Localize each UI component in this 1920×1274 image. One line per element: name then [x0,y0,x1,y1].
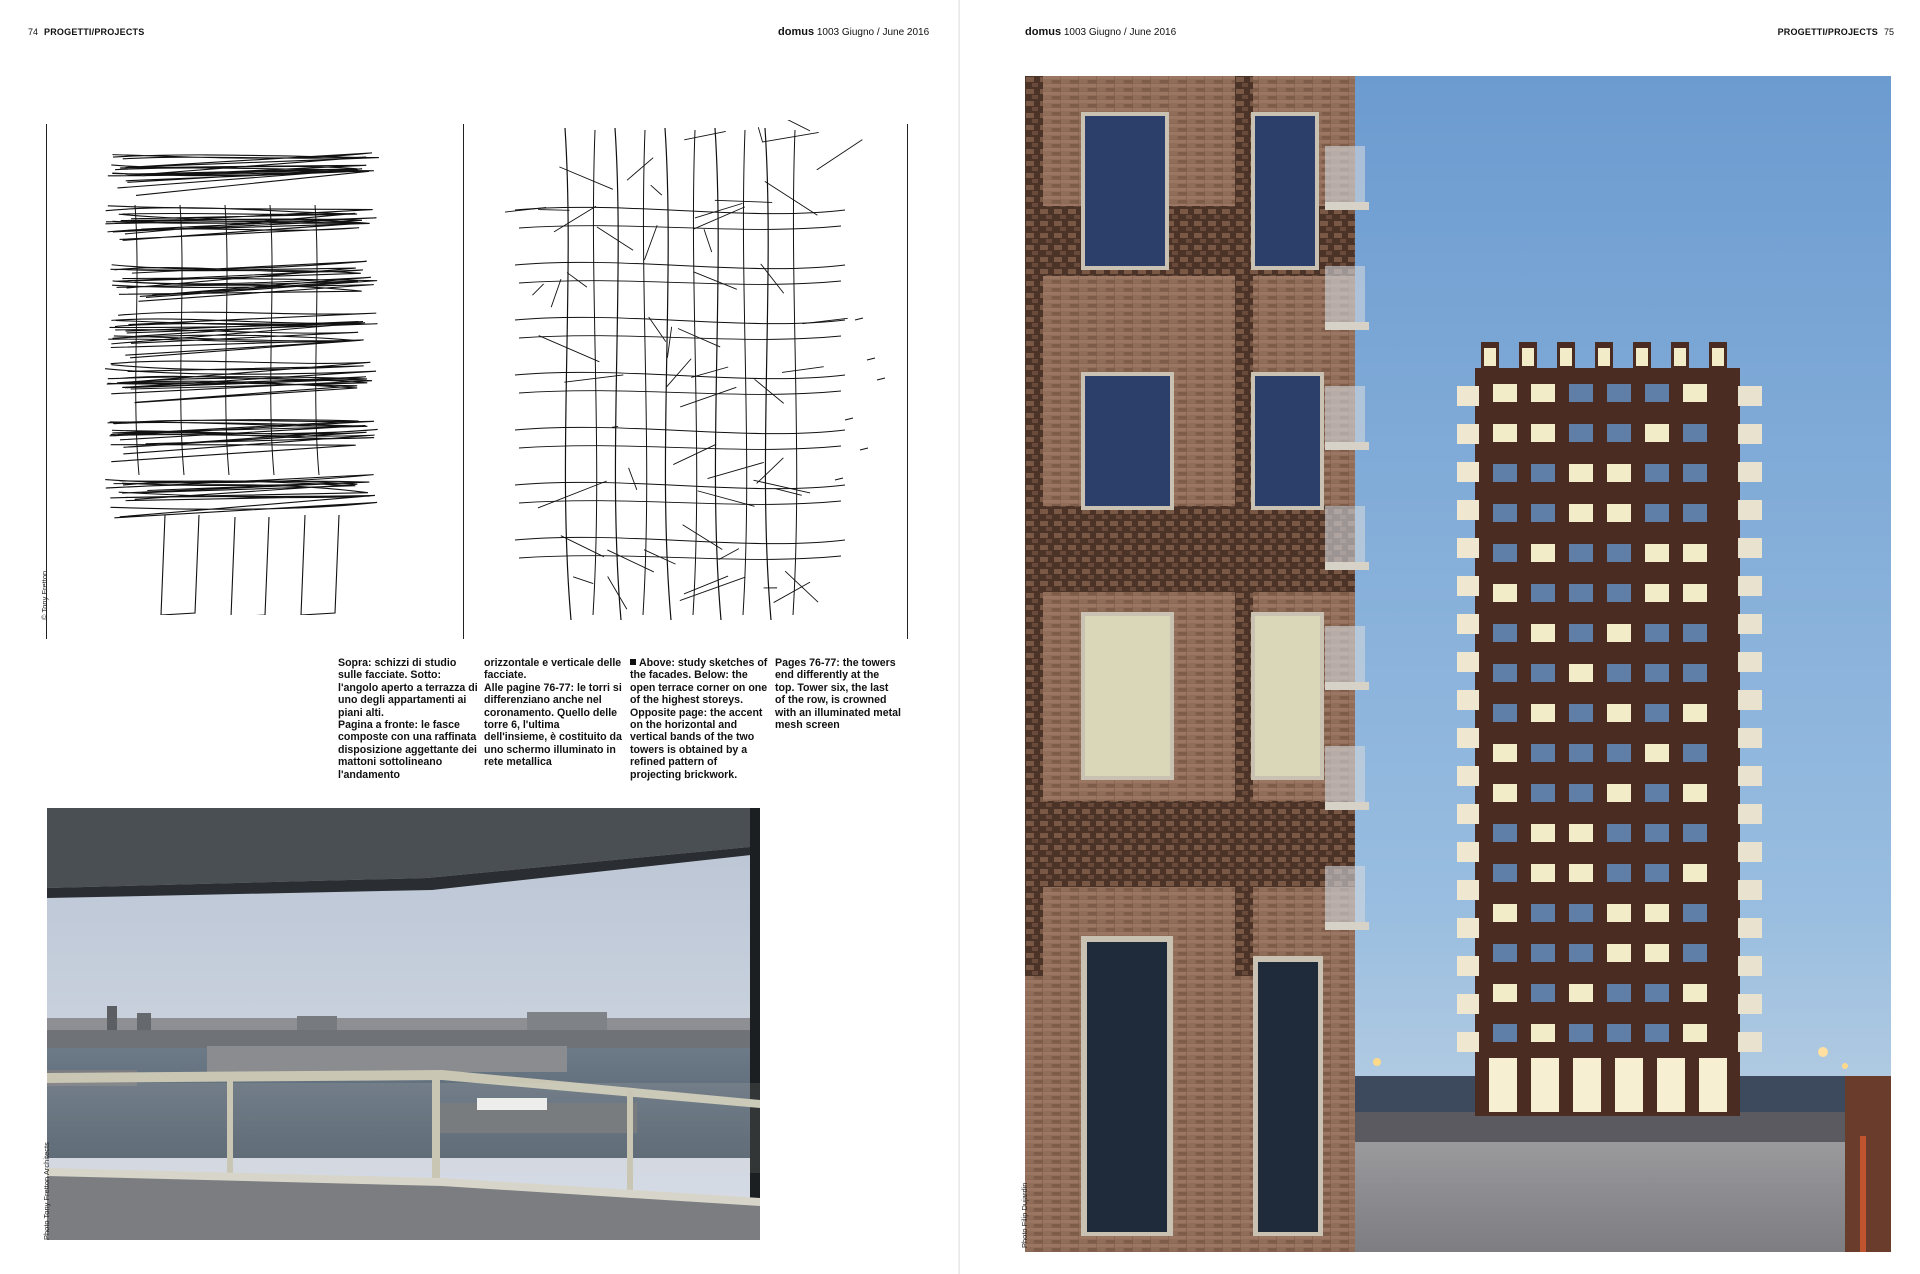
left-issue: 1003 Giugno / June 2016 [816,27,930,38]
towers-photo-credit: Photo Filip Dujardin [1020,1182,1029,1248]
towers-photo [1025,76,1891,1252]
rule-left-3 [907,124,908,639]
caption-english-1 [630,657,770,781]
left-folio [28,27,144,38]
facade-sketch-1 [100,145,390,615]
left-masthead [778,27,929,38]
right-section-label: PROGETTI/PROJECTS [1777,27,1878,37]
left-page-number: 74 [28,27,39,37]
caption-english-2: Pages 76-77: the towers end differently at the top. Tower six, the last of the row, is crowned with an illuminated metal mesh screen [775,657,901,732]
sketch-credit: © Tony Fretton [40,570,49,620]
terrace-photo [47,808,760,1240]
bullet-square [630,659,636,665]
rule-left-2 [463,124,464,639]
right-brand: domus [1025,26,1062,38]
right-issue: 1003 Giugno / June 2016 [1063,27,1177,38]
rule-left-1 [46,124,47,639]
right-folio [1778,27,1894,38]
facade-sketch-2 [505,120,895,635]
caption-italian-2: orizzontale e verticale delle facciate. Alle pagine 76-77: le torri si differenziano anche nel coronamento. Quello delle torre 6, l'ultima dell'insieme, è costituito da uno schermo illuminato in rete metallica [484,657,622,769]
right-page-number: 75 [1883,27,1894,37]
right-masthead [1025,27,1176,38]
left-section-label: PROGETTI/PROJECTS [44,27,145,37]
caption-italian-1: Sopra: schizzi di studio sulle facciate. Sotto: l'angolo aperto a terrazza di uno degli appartamenti ai piani alti. Pagina a fronte: le fasce composte con una raffinata disposizione aggettante dei mattoni sottolineano l'andamento [338,657,478,781]
right-page [960,0,1920,1274]
terrace-photo-credit: Photo Tony Fretton Architects [42,1142,51,1240]
left-brand: domus [778,26,815,38]
caption-english-1-text: Above: study sketches of the facades. Below: the open terrace corner on one of the highest storeys. Opposite page: the accent on the horizontal and vertical bands of the two towers is obtained by a refined pattern of projecting brickwork. [630,657,768,781]
